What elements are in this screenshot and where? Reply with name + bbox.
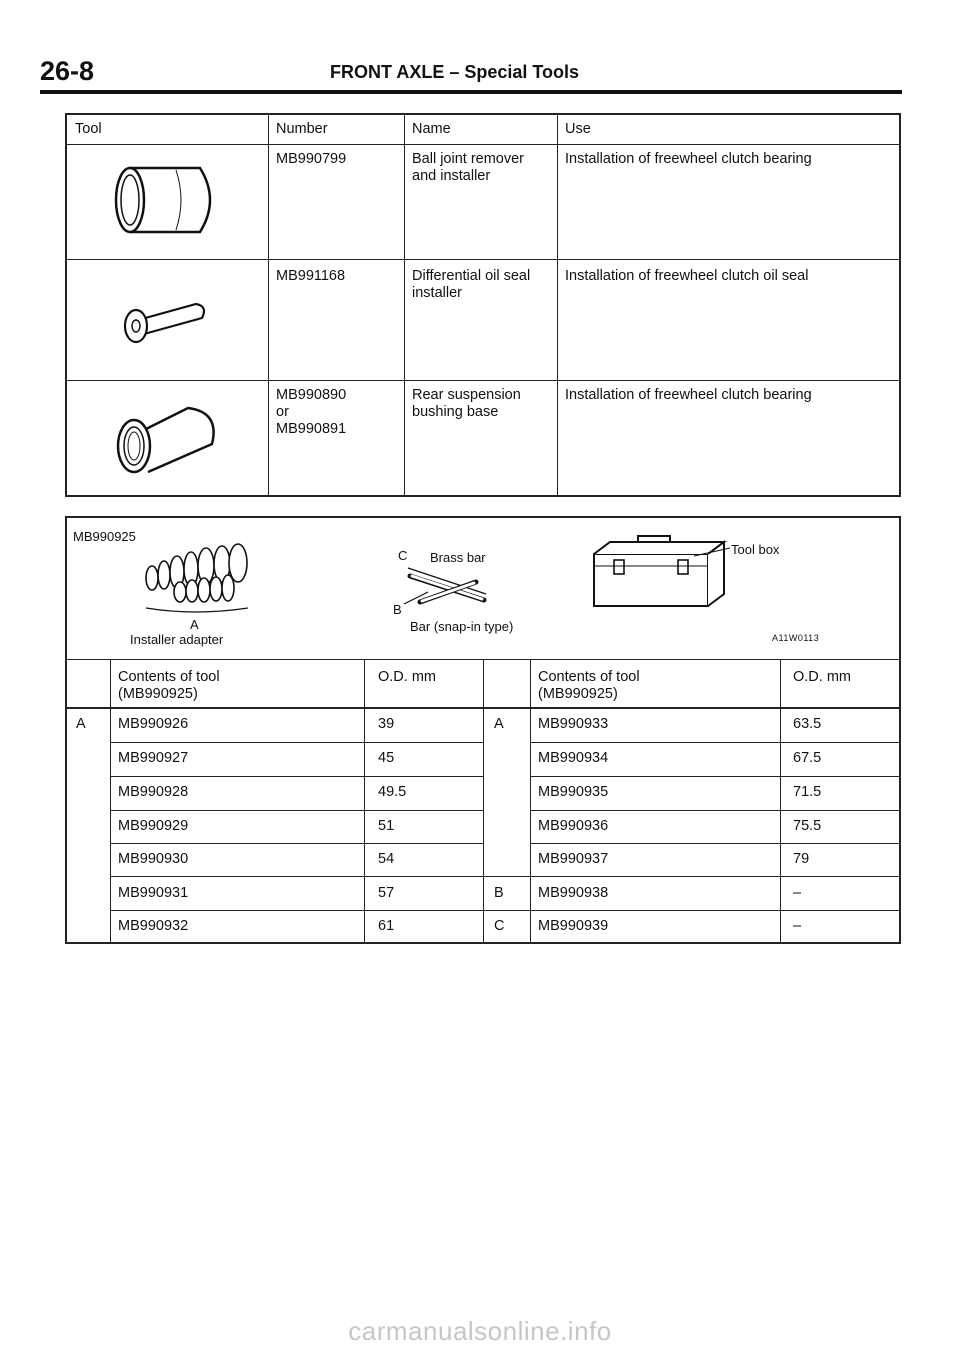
page-title: FRONT AXLE – Special Tools: [330, 62, 580, 82]
row-divider: [110, 776, 483, 777]
part-od: 45: [378, 750, 395, 766]
brass-bar-icon: [398, 560, 508, 615]
kit-number: MB990925: [73, 529, 136, 544]
brass-bar-label: Brass bar: [430, 550, 486, 565]
tool-box-label: Tool box: [731, 542, 780, 557]
col-divider: [483, 659, 484, 944]
header-od-right: O.D. mm: [793, 669, 851, 685]
row-divider: [65, 144, 901, 145]
part-number: MB990938: [538, 885, 609, 901]
row-divider: [110, 843, 483, 844]
col-divider: [557, 113, 558, 497]
row-divider: [530, 742, 900, 743]
tool-number: MB991168: [276, 268, 346, 284]
bar-snap-in-label: Bar (snap-in type): [410, 619, 514, 634]
kit-border-top: [65, 516, 901, 518]
label-a: A: [190, 617, 199, 632]
col-divider: [268, 113, 269, 497]
part-number: MB990934: [538, 750, 609, 766]
watermark: carmanualsonline.info: [348, 1316, 612, 1346]
group-letter: B: [494, 885, 504, 901]
rear-suspension-bushing-base-icon: [108, 398, 228, 478]
tool-name: Differential oil seal installer: [412, 268, 531, 301]
group-letter: A: [494, 716, 504, 732]
tool-use: Installation of freewheel clutch oil seal: [565, 268, 809, 284]
row-divider: [530, 810, 900, 811]
header-name: Name: [412, 121, 451, 137]
col-divider: [110, 659, 111, 944]
part-od: 79: [793, 851, 810, 867]
row-divider: [110, 810, 483, 811]
part-number: MB990926: [118, 716, 189, 732]
installer-adapter-label: Installer adapter: [130, 632, 224, 647]
part-od: 75.5: [793, 818, 822, 834]
part-od: 54: [378, 851, 395, 867]
row-divider: [530, 843, 900, 844]
part-od: 71.5: [793, 784, 822, 800]
header-contents-left: Contents of tool (MB990925): [118, 669, 220, 702]
installer-adapter-icon: [140, 548, 260, 618]
group-letter: C: [494, 918, 505, 934]
part-od: 51: [378, 818, 395, 834]
col-divider: [364, 659, 365, 944]
part-od: –: [793, 918, 802, 934]
tool-name: Ball joint remover and installer: [412, 151, 525, 184]
header-contents-right: Contents of tool (MB990925): [538, 669, 640, 702]
part-number: MB990939: [538, 918, 609, 934]
table-border-right: [899, 113, 901, 497]
table-border-bottom: [65, 495, 901, 497]
label-b: B: [393, 602, 402, 617]
row-divider: [110, 876, 483, 877]
tool-use: Installation of freewheel clutch bearing: [565, 151, 812, 167]
table-border-left: [65, 113, 67, 497]
row-divider: [65, 380, 901, 381]
part-number: MB990937: [538, 851, 609, 867]
part-number: MB990930: [118, 851, 189, 867]
differential-oil-seal-installer-icon: [118, 298, 218, 348]
tool-number: MB990890 or MB990891: [276, 387, 347, 437]
kit-border-left: [65, 516, 67, 944]
header-rule: [40, 90, 902, 94]
part-od: 57: [378, 885, 395, 901]
ball-joint-remover-icon: [108, 160, 228, 240]
part-number: MB990932: [118, 918, 189, 934]
part-od: 39: [378, 716, 395, 732]
table-border-top: [65, 113, 901, 115]
header-use: Use: [565, 121, 591, 137]
part-od: 49.5: [378, 784, 407, 800]
part-number: MB990927: [118, 750, 189, 766]
row-divider: [483, 876, 900, 877]
row-divider: [110, 742, 483, 743]
tool-name: Rear suspension bushing base: [412, 387, 521, 420]
part-od: 67.5: [793, 750, 822, 766]
part-number: MB990933: [538, 716, 609, 732]
header-number: Number: [276, 121, 328, 137]
row-divider: [483, 910, 900, 911]
part-number: MB990936: [538, 818, 609, 834]
label-c: C: [398, 548, 408, 563]
part-od: 61: [378, 918, 395, 934]
tool-box-icon: [590, 536, 740, 616]
row-divider: [530, 776, 900, 777]
row-divider: [110, 910, 483, 911]
kit-border-right: [899, 516, 901, 944]
part-number: MB990935: [538, 784, 609, 800]
col-divider: [530, 659, 531, 944]
row-divider: [65, 259, 901, 260]
group-letter: A: [76, 716, 86, 732]
part-number: MB990931: [118, 885, 189, 901]
part-number: MB990928: [118, 784, 189, 800]
col-divider: [780, 659, 781, 944]
figure-code: A11W0113: [772, 633, 820, 643]
tool-number: MB990799: [276, 151, 347, 167]
header-od-left: O.D. mm: [378, 669, 436, 685]
tool-use: Installation of freewheel clutch bearing: [565, 387, 812, 403]
part-od: 63.5: [793, 716, 822, 732]
part-number: MB990929: [118, 818, 189, 834]
part-od: –: [793, 885, 802, 901]
header-tool: Tool: [75, 121, 102, 137]
page-number: 26-8: [40, 56, 95, 86]
col-divider: [404, 113, 405, 497]
